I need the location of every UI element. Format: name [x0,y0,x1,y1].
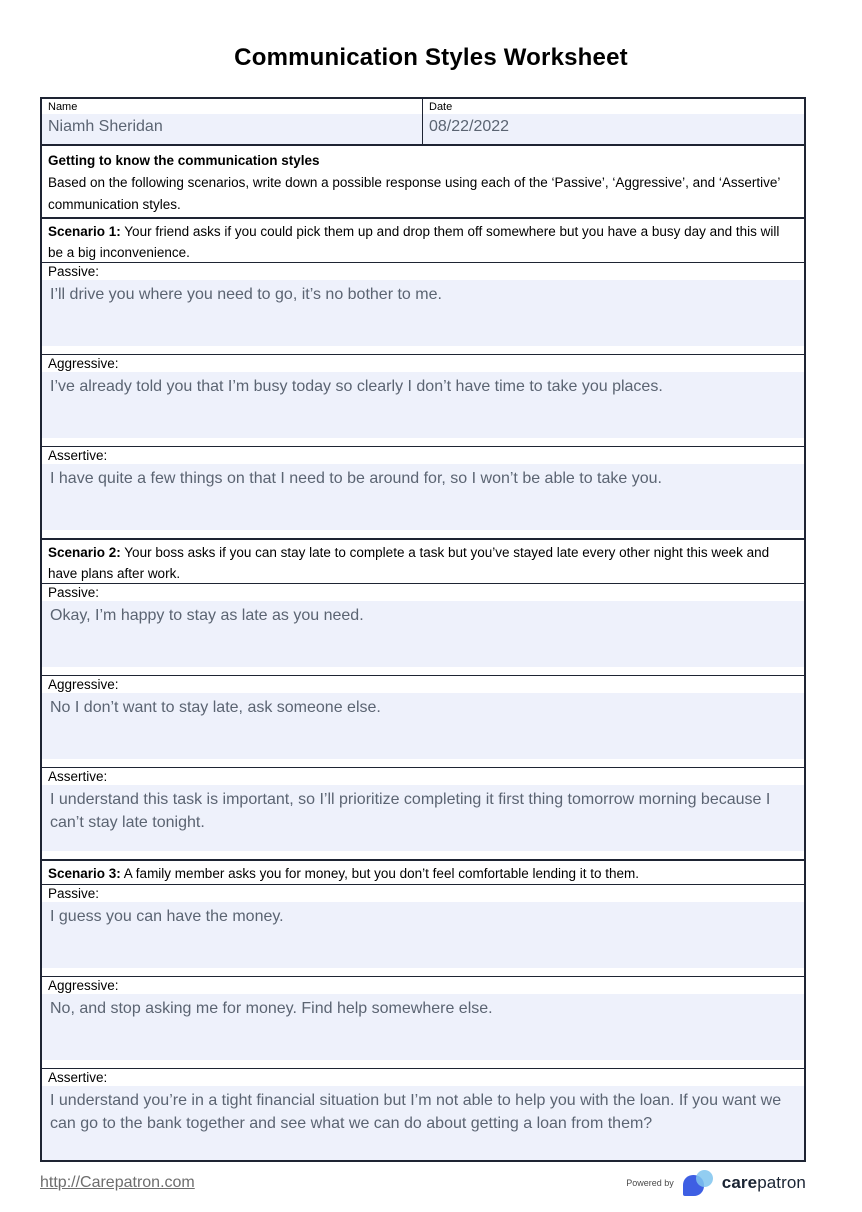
scenario3-description: A family member asks you for money, but you don’t feel comfortable lending it to them. [123,866,640,881]
scenario1-label: Scenario 1: [48,224,121,239]
scenario2-passive-answer[interactable]: Okay, I’m happy to stay as late as you need. [42,601,804,667]
brand-patron: patron [757,1172,806,1192]
carepatron-logo-icon [683,1168,717,1197]
scenario3-aggressive-label: Aggressive: [42,977,804,994]
scenario3-passive-row [42,884,804,976]
scenario1-passive-row [42,262,804,354]
brand-care: care [721,1172,758,1192]
scenario1-aggressive-row [42,354,804,446]
date-label: Date [423,99,804,114]
name-field-cell [42,99,423,144]
date-input[interactable]: 08/22/2022 [423,114,804,144]
scenario3-aggressive-answer[interactable]: No, and stop asking me for money. Find help somewhere else. [42,994,804,1060]
scenario2-assertive-row [42,767,804,859]
scenario1-assertive-answer[interactable]: I have quite a few things on that I need to be around for, so I won’t be able to take you. [42,464,804,530]
scenario3-passive-label: Passive: [42,885,804,902]
name-input[interactable]: Niamh Sheridan [42,114,422,144]
page-footer [40,1168,806,1197]
name-date-row [42,99,804,144]
instructions-section [42,144,804,217]
scenario3-label: Scenario 3: [48,866,121,881]
scenario3-aggressive-row [42,976,804,1068]
scenario2-aggressive-label: Aggressive: [42,676,804,693]
scenario2-assertive-answer[interactable]: I understand this task is important, so I’ll prioritize completing it first thing tomorrow morning because I can’t stay late tonight. [42,785,804,851]
scenario1-aggressive-answer[interactable]: I’ve already told you that I’m busy today so clearly I don’t have time to take you places. [42,372,804,438]
scenario2-aggressive-answer[interactable]: No I don’t want to stay late, ask someone else. [42,693,804,759]
instructions-body: Based on the following scenarios, write down a possible response using each of the ‘Passive’, ‘Aggressive’, and ‘Assertive’ communication styles. [48,175,780,212]
powered-by-block [626,1168,806,1197]
scenario2-header [42,538,804,583]
scenario1-passive-answer[interactable]: I’ll drive you where you need to go, it’s no bother to me. [42,280,804,346]
scenario1-aggressive-label: Aggressive: [42,355,804,372]
carepatron-link[interactable]: http://Carepatron.com [40,1173,195,1191]
date-field-cell [423,99,804,144]
scenario1-header [42,217,804,262]
scenario3-passive-answer[interactable]: I guess you can have the money. [42,902,804,968]
scenario3-assertive-label: Assertive: [42,1069,804,1086]
scenario2-aggressive-row [42,675,804,767]
scenario1-passive-label: Passive: [42,263,804,280]
name-label: Name [42,99,422,114]
instructions-heading: Getting to know the communication styles [48,153,320,168]
scenario2-passive-label: Passive: [42,584,804,601]
scenario3-header [42,859,804,884]
page-title: Communication Styles Worksheet [234,44,628,71]
scenario1-assertive-row [42,446,804,538]
scenario2-passive-row [42,583,804,675]
scenario3-assertive-row [42,1068,804,1160]
powered-by-label: Powered by [626,1177,674,1188]
scenario1-description: Your friend asks if you could pick them up and drop them off somewhere but you have a busy day and this will be a big inconvenience. [48,224,780,260]
scenario1-assertive-label: Assertive: [42,447,804,464]
scenario2-description: Your boss asks if you can stay late to complete a task but you’ve stayed late every other night this week and have plans after work. [48,545,770,581]
carepatron-wordmark [722,1173,806,1193]
scenario2-label: Scenario 2: [48,545,121,560]
scenario3-assertive-answer[interactable]: I understand you’re in a tight financial situation but I’m not able to help you with the loan. If you want we can go to the bank together and see what we can do about getting a loan from them? [42,1086,804,1160]
logo-bubble-light [696,1170,713,1187]
scenario2-assertive-label: Assertive: [42,768,804,785]
worksheet-form [40,97,806,1162]
